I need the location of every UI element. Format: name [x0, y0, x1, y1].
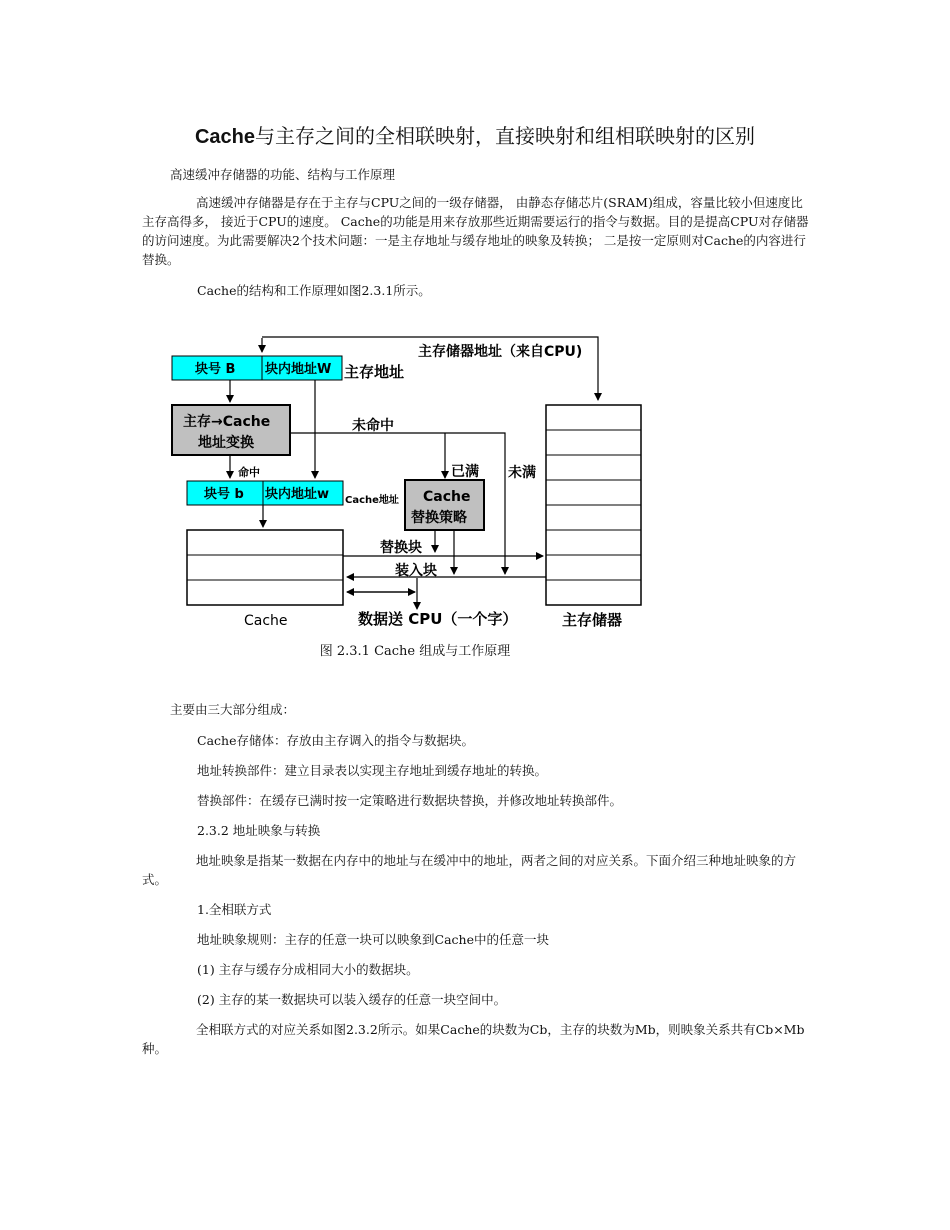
main-addr-text: 主存地址: [344, 363, 405, 381]
paragraph-4: 全相联方式的对应关系如图2.3.2所示。如果Cache的块数为Cb，主存的块数为Mb，则映象关系共有Cb×Mb种。: [142, 1022, 805, 1056]
svg-text:替换策略: 替换策略: [411, 510, 467, 526]
data-to-cpu-label: 数据送 CPU（一个字）: [358, 610, 518, 628]
not-full-label: 未满: [508, 465, 536, 481]
paragraph-1: 高速缓冲存储器是存在于主存与CPU之间的一级存储器， 由静态存储芯片(SRAM)组成，容量比较小但速度比主存高得多， 接近于CPU的速度。 Cache的功能是用来存放那些近期需要运行的指令与数据。目的是提高CPU对存储器的访问速度。为此需要解决2个技术问题：一是主存地址与缓存地址的映象及转换； 二是按一定原则对Cache的内容进行替换。: [142, 195, 809, 267]
title-prefix: Cache: [194, 126, 256, 148]
svg-text:块内地址W: 块内地址W: [265, 362, 332, 377]
sub-heading-full-associative: 1.全相联方式: [197, 902, 272, 917]
cache-addr-label: Cache地址: [345, 495, 399, 506]
svg-text:主存→Cache: 主存→Cache: [183, 414, 271, 430]
full-label: 已满: [451, 464, 479, 480]
title-rest: 与主存之间的全相联映射，直接映射和组相联映射的区别: [255, 124, 756, 148]
item-cache-store: Cache存储体：存放由主存调入的指令与数据块。: [197, 733, 474, 748]
item-replacement: 替换部件：在缓存已满时按一定策略进行数据块替换，并修改地址转换部件。: [197, 793, 623, 808]
paragraph-2: Cache的结构和工作原理如图2.3.1所示。: [197, 283, 431, 298]
rule-2: (2) 主存的某一数据块可以装入缓存的任意一块空间中。: [197, 992, 507, 1007]
miss-label: 未命中: [352, 418, 394, 434]
main-memory-label: 主存储器: [562, 611, 623, 629]
rule-1: (1) 主存与缓存分成相同大小的数据块。: [197, 962, 419, 977]
intro-heading: 高速缓冲存储器的功能、结构与工作原理: [170, 167, 396, 182]
replace-block-label: 替换块: [380, 540, 422, 556]
main-addr-label: 主存储器地址（来自CPU): [418, 344, 583, 360]
svg-text:地址变换: 地址变换: [198, 435, 254, 451]
svg-text:块号 B: 块号 B: [195, 362, 236, 377]
cache-label: Cache: [244, 613, 288, 629]
hit-label: 命中: [238, 466, 260, 479]
svg-text:块号 b: 块号 b: [204, 487, 244, 502]
load-block-label: 装入块: [395, 563, 437, 579]
figure-caption: 图 2.3.1 Cache 组成与工作原理: [319, 644, 511, 659]
composition-heading: 主要由三大部分组成：: [170, 702, 296, 717]
item-address-converter: 地址转换部件：建立目录表以实现主存地址到缓存地址的转换。: [197, 763, 548, 778]
cache-store: [187, 530, 343, 605]
cache-structure-diagram: [0, 320, 950, 640]
svg-text:Cache: Cache: [423, 489, 471, 505]
svg-text:块内地址w: 块内地址w: [265, 487, 330, 502]
mapping-rule: 地址映象规则：主存的任意一块可以映象到Cache中的任意一块: [197, 932, 549, 947]
document-title: [0, 120, 950, 149]
paragraph-3: 地址映象是指某一数据在内存中的地址与在缓冲中的地址，两者之间的对应关系。下面介绍三种地址映象的方式。: [142, 853, 797, 887]
section-heading-2-3-2: 2.3.2 地址映象与转换: [197, 823, 321, 838]
